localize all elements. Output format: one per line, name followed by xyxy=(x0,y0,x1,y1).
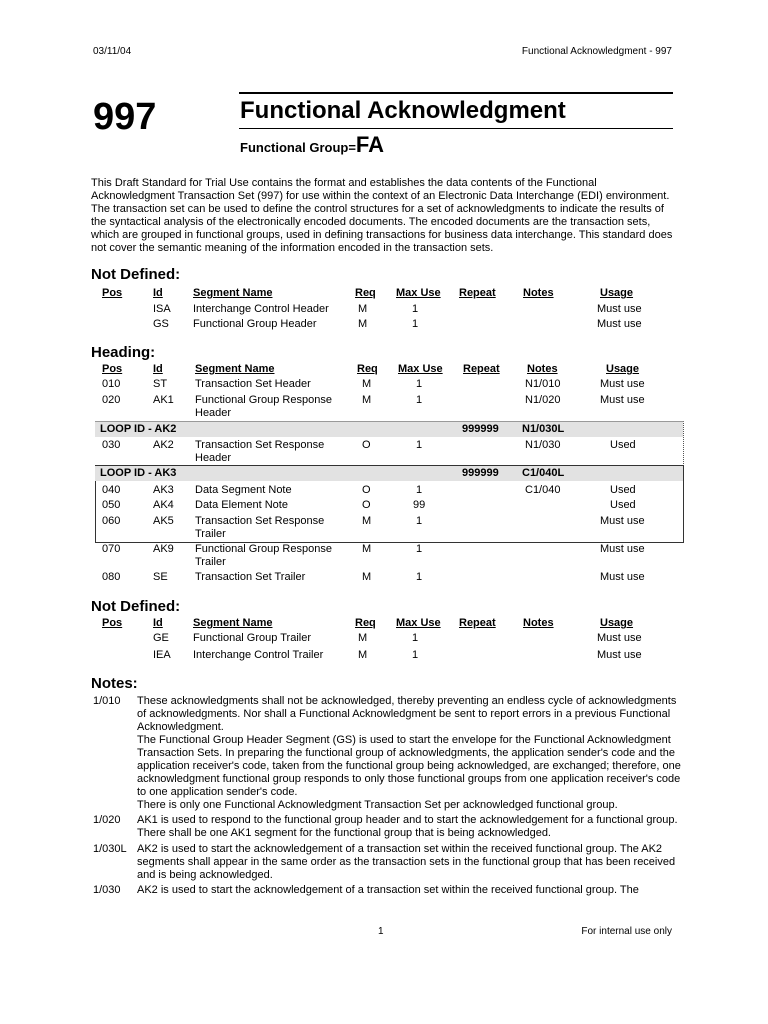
cell-segment-name: Transaction Set Response xyxy=(195,439,325,451)
intro-paragraph: This Draft Standard for Trial Use contains the format and establishes the data contents of the Functional Acknowledgment Transaction Set (997) for use within the context of an Electronic Data Interchange (EDI) environment. The transaction set can be used to define the control structures for a set of acknowledgments to indicate the results of the syntactical analysis of the electronically encoded documents. The encoded documents are the transaction sets, which are grouped in functional groups, used in defining transactions for business data interchange. This standard does not cover the semantic meaning of the information encoded in the transaction sets. xyxy=(91,177,673,254)
cell-max-use: 99 xyxy=(413,499,426,511)
col-notes: Notes xyxy=(523,287,554,299)
table-header xyxy=(0,363,768,379)
cell-req: M xyxy=(362,515,372,527)
col-id: Id xyxy=(153,287,163,299)
table-header xyxy=(0,617,768,633)
loop-notes: N1/030L xyxy=(522,423,565,435)
title-rule-bottom xyxy=(239,128,673,129)
cell-id: AK4 xyxy=(153,499,174,511)
functional-group-code: FA xyxy=(355,132,385,157)
cell-max-use: 1 xyxy=(416,484,423,496)
cell-req: M xyxy=(362,543,372,555)
table-row xyxy=(0,515,768,540)
loop-repeat: 999999 xyxy=(462,467,499,479)
table-row xyxy=(0,318,768,334)
cell-segment-name: Transaction Set Response xyxy=(195,515,325,527)
col-req: Req xyxy=(355,617,376,629)
col-pos: Pos xyxy=(102,363,123,375)
section-title-notes: Notes: xyxy=(91,675,138,692)
section-title-not-defined: Not Defined: xyxy=(91,598,181,615)
cell-notes: N1/020 xyxy=(525,394,561,406)
cell-notes: N1/030 xyxy=(525,439,561,451)
cell-segment-name: Data Element Note xyxy=(195,499,288,511)
cell-id: IEA xyxy=(153,649,171,661)
table-row xyxy=(0,632,768,648)
col-usage: Usage xyxy=(600,617,634,629)
footer-note: For internal use only xyxy=(581,926,672,937)
loop-header-ak3 xyxy=(95,466,683,481)
cell-id: AK3 xyxy=(153,484,174,496)
note-text: AK2 is used to start the acknowledgement of a transaction set within the received functional group. The xyxy=(137,884,639,896)
col-usage: Usage xyxy=(606,363,640,375)
col-repeat: Repeat xyxy=(463,363,500,375)
cell-id: GE xyxy=(153,632,169,644)
table-row xyxy=(0,439,768,464)
col-notes: Notes xyxy=(523,617,554,629)
col-req: Req xyxy=(357,363,378,375)
cell-usage: Must use xyxy=(600,378,645,390)
col-repeat: Repeat xyxy=(459,617,496,629)
loop-repeat: 999999 xyxy=(462,423,499,435)
title-rule-top xyxy=(239,92,673,94)
cell-pos: 010 xyxy=(102,378,121,390)
col-max-use: Max Use xyxy=(396,287,441,299)
table-header xyxy=(0,287,768,303)
note-item xyxy=(93,695,683,813)
cell-pos: 030 xyxy=(102,439,121,451)
loop-notes: C1/040L xyxy=(522,467,565,479)
cell-req: M xyxy=(362,378,372,390)
cell-segment-name: Functional Group Trailer xyxy=(193,632,311,644)
cell-pos: 050 xyxy=(102,499,121,511)
page-number: 1 xyxy=(378,926,384,937)
table-row xyxy=(0,499,768,515)
cell-max-use: 1 xyxy=(416,515,423,527)
cell-req: O xyxy=(362,499,371,511)
cell-req: M xyxy=(358,632,368,644)
cell-notes: N1/010 xyxy=(525,378,561,390)
cell-req: O xyxy=(362,439,371,451)
col-max-use: Max Use xyxy=(396,617,441,629)
section-title-heading: Heading: xyxy=(91,344,156,361)
cell-usage: Used xyxy=(610,439,636,451)
col-max-use: Max Use xyxy=(398,363,443,375)
col-segment-name: Segment Name xyxy=(193,287,273,299)
cell-segment-name: Interchange Control Trailer xyxy=(193,649,324,661)
cell-max-use: 1 xyxy=(412,632,419,644)
cell-req: M xyxy=(362,394,372,406)
note-ref: 1/010 xyxy=(93,695,121,707)
cell-id: ST xyxy=(153,378,168,390)
cell-notes: C1/040 xyxy=(525,484,561,496)
col-pos: Pos xyxy=(102,617,123,629)
cell-segment-name-cont: Trailer xyxy=(195,528,226,540)
cell-pos: 070 xyxy=(102,543,121,555)
cell-req: M xyxy=(362,571,372,583)
cell-pos: 020 xyxy=(102,394,121,406)
note-text: AK2 is used to start the acknowledgement of a transaction set within the received functional group. The AK2 segments shall appear in the same order as the transaction sets in the functional group that has been received and is being acknowledged. xyxy=(137,843,676,881)
cell-max-use: 1 xyxy=(416,378,423,390)
cell-max-use: 1 xyxy=(416,571,423,583)
cell-segment-name-cont: Header xyxy=(195,407,232,419)
cell-max-use: 1 xyxy=(412,649,419,661)
cell-req: O xyxy=(362,484,371,496)
col-pos: Pos xyxy=(102,287,123,299)
functional-group xyxy=(240,132,384,158)
header-date: 03/11/04 xyxy=(93,46,132,57)
col-repeat: Repeat xyxy=(459,287,496,299)
cell-req: M xyxy=(358,318,368,330)
cell-segment-name-cont: Header xyxy=(195,452,232,464)
table-row xyxy=(0,484,768,500)
cell-segment-name-cont: Trailer xyxy=(195,556,226,568)
cell-segment-name: Transaction Set Header xyxy=(195,378,311,390)
loop-id-label: LOOP ID - AK2 xyxy=(100,423,177,435)
col-id: Id xyxy=(153,363,163,375)
cell-id: AK1 xyxy=(153,394,174,406)
cell-id: SE xyxy=(153,571,168,583)
col-segment-name: Segment Name xyxy=(195,363,275,375)
cell-usage: Must use xyxy=(600,394,645,406)
table-row xyxy=(0,543,768,568)
cell-usage: Must use xyxy=(600,515,645,527)
cell-usage: Used xyxy=(610,499,636,511)
cell-id: AK2 xyxy=(153,439,174,451)
col-notes: Notes xyxy=(527,363,558,375)
cell-req: M xyxy=(358,649,368,661)
cell-req: M xyxy=(358,303,368,315)
cell-id: ISA xyxy=(153,303,171,315)
note-ref: 1/020 xyxy=(93,814,121,826)
cell-segment-name: Data Segment Note xyxy=(195,484,292,496)
cell-segment-name: Interchange Control Header xyxy=(193,303,329,315)
cell-max-use: 1 xyxy=(412,303,419,315)
note-ref: 1/030 xyxy=(93,884,121,896)
table-row xyxy=(0,649,768,665)
col-id: Id xyxy=(153,617,163,629)
note-item xyxy=(93,814,683,842)
cell-pos: 040 xyxy=(102,484,121,496)
cell-segment-name: Functional Group Header xyxy=(193,318,317,330)
table-row xyxy=(0,378,768,394)
note-text: AK1 is used to respond to the functional group header and to start the acknowledgement for a functional group. There shall be one AK1 segment for the functional group that is being acknowledged. xyxy=(137,814,678,839)
table-row xyxy=(0,571,768,587)
document-title: Functional Acknowledgment xyxy=(240,97,566,124)
cell-max-use: 1 xyxy=(412,318,419,330)
cell-usage: Must use xyxy=(597,632,642,644)
loop-id-label: LOOP ID - AK3 xyxy=(100,467,177,479)
cell-segment-name: Transaction Set Trailer xyxy=(195,571,306,583)
table-row xyxy=(0,394,768,419)
note-text: These acknowledgments shall not be acknowledged, thereby preventing an endless cycle of acknowledgments of acknowledgments. Nor shall a Functional Acknowledgment be sent to report errors in a previous Functional Acknowledgment. The Functional Group Header Segment (GS) is used to start the envelope for the Functional Acknowledgment Transaction Sets. In preparing the functional group of acknowledgments, the application sender's code and the application receiver's code, taken from the functional group being acknowledged, are exchanged; therefore, one acknowledgment functional group responds to only those functional groups from one application receiver's code to one application sender's code. There is only one Functional Acknowledgment Transaction Set per acknowledged functional group. xyxy=(137,695,681,811)
cell-pos: 060 xyxy=(102,515,121,527)
cell-usage: Must use xyxy=(597,649,642,661)
section-title-not-defined: Not Defined: xyxy=(91,266,181,283)
note-item xyxy=(93,884,683,898)
cell-max-use: 1 xyxy=(416,543,423,555)
cell-pos: 080 xyxy=(102,571,121,583)
header-title: Functional Acknowledgment - 997 xyxy=(521,46,672,57)
loop-header-ak2 xyxy=(95,422,683,437)
cell-segment-name: Functional Group Response xyxy=(195,543,332,555)
cell-usage: Used xyxy=(610,484,636,496)
cell-max-use: 1 xyxy=(416,394,423,406)
document-number: 997 xyxy=(93,96,157,138)
cell-usage: Must use xyxy=(597,318,642,330)
cell-max-use: 1 xyxy=(416,439,423,451)
cell-id: GS xyxy=(153,318,169,330)
functional-group-label: Functional Group= xyxy=(240,140,356,155)
cell-segment-name: Functional Group Response xyxy=(195,394,332,406)
col-req: Req xyxy=(355,287,376,299)
table-row xyxy=(0,303,768,319)
col-segment-name: Segment Name xyxy=(193,617,273,629)
cell-id: AK5 xyxy=(153,515,174,527)
cell-usage: Must use xyxy=(600,571,645,583)
cell-id: AK9 xyxy=(153,543,174,555)
note-item xyxy=(93,843,683,883)
note-ref: 1/030L xyxy=(93,843,127,855)
cell-usage: Must use xyxy=(597,303,642,315)
cell-usage: Must use xyxy=(600,543,645,555)
col-usage: Usage xyxy=(600,287,634,299)
